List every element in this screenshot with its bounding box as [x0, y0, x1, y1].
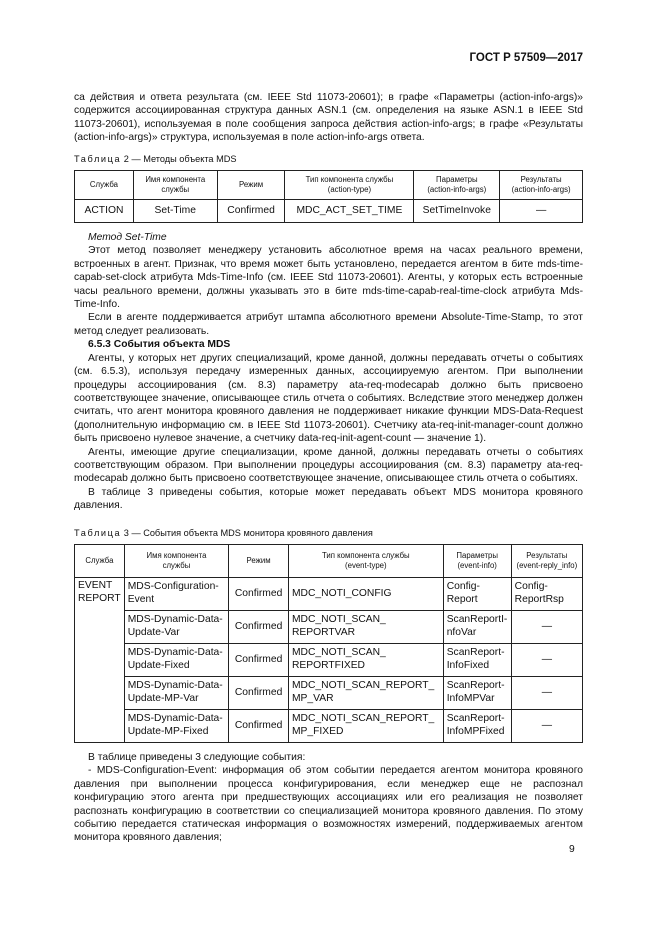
table3-header-cell: Параметры (event-info) [443, 544, 511, 577]
table3-cell: ScanReport- InfoMPVar [443, 676, 511, 709]
table3-cell: MDS-Dynamic-Data- Update-MP-Var [124, 676, 228, 709]
table3-cell: MDC_NOTI_SCAN_ REPORTFIXED [288, 643, 443, 676]
closing-paragraph: - MDS-Configuration-Event: информация об этом событии передается агентом монитора кровяного давления при выполнении процесса конфигурирования, если менеджер еще не распознал конфигурацию этого агента при предшествующих ассоциациях или его реализация не позволяет распознать конфигурацию в соответствии со специализацией монитора кровяного давления. По этому событию передается статическая информация о возможностях измерений, поддерживаемых агентом монитора кровяного давления; [74, 765, 583, 844]
section-heading: 6.5.3 События объекта MDS [88, 339, 231, 351]
table3-cell: MDS-Dynamic-Data- Update-MP-Fixed [124, 709, 228, 742]
table-row [75, 643, 583, 676]
table2-cell: ACTION [75, 200, 134, 223]
table3-cell: MDC_NOTI_SCAN_REPORT_ MP_FIXED [288, 709, 443, 742]
table2-caption [74, 153, 583, 166]
table2-header-cell: Результаты (action-info-args) [500, 171, 583, 200]
table2-header-cell: Тип компонента службы (action-type) [285, 171, 414, 200]
table3-cell: MDS-Dynamic-Data- Update-Fixed [124, 643, 228, 676]
set-time-paragraph: Если в агенте поддерживается атрибут штампа абсолютного времени Absolute-Time-Stamp, то этот метод следует реализовать. [74, 312, 583, 337]
table3-cell: — [511, 643, 582, 676]
table3-header-cell: Тип компонента службы (event-type) [288, 544, 443, 577]
table3-cell: Config- Report [443, 577, 511, 610]
table3-header-cell: Имя компонента службы [124, 544, 228, 577]
table3-cell: Confirmed [229, 709, 289, 742]
table-row [75, 200, 583, 223]
table2-cell: Set-Time [133, 200, 217, 223]
page-number: 9 [569, 844, 575, 855]
table3-cell: MDC_NOTI_CONFIG [288, 577, 443, 610]
table3-header-row [75, 544, 583, 577]
table-row [75, 676, 583, 709]
table3-cell: MDC_NOTI_SCAN_ REPORTVAR [288, 610, 443, 643]
table3-cell: — [511, 610, 582, 643]
table2-mds-methods [74, 170, 583, 223]
table-row [75, 577, 583, 610]
table3-cell: Confirmed [229, 577, 289, 610]
table-row [75, 709, 583, 742]
section-paragraph: В таблице 3 приведены события, которые может передавать объект MDS монитора кровяного давления. [74, 486, 583, 512]
table3-cell: ScanReport- InfoFixed [443, 643, 511, 676]
table2-caption-title: 2 — Методы объекта MDS [121, 153, 237, 164]
table2-cell: — [500, 200, 583, 223]
table2-header-cell: Служба [75, 171, 134, 200]
table2-caption-label: Таблица [74, 153, 122, 164]
table2-header-cell: Имя компонента службы [133, 171, 217, 200]
table3-cell: ScanReport- InfoMPFixed [443, 709, 511, 742]
standard-header: ГОСТ Р 57509—2017 [469, 52, 583, 64]
set-time-paragraph: Этот метод позволяет менеджеру установить абсолютное время на часах реального времени, встроенных в агент. Признак, что время может быть установлено, передается агентом в бите mds-time-capab-set-clock атрибута Mds-Time-Info (см. IEEE Std 11073-20601). Агенты, у которых есть встроенные часы реального времени, должны указывать это в бите mds-time-capab-real-time-clock атрибута Mds-Time-Info. [74, 245, 583, 311]
table-row [75, 610, 583, 643]
table3-cell: Confirmed [229, 610, 289, 643]
table3-cell: — [511, 676, 582, 709]
table2-header-cell: Режим [217, 171, 285, 200]
intro-paragraph: са действия и ответа результата (см. IEEE Std 11073-20601); в графе «Параметры (action-info-args)» содержится ассоциированная структура данных ASN.1 (см. определения на языке ASN.1 в IEEE Std 11073-20601), используемая в поле сообщения запроса действия action-info-args; в графе «Результаты (action-info-args)» структура, используемая в поле action-info-args ответа. [74, 92, 583, 144]
section-paragraph: Агенты, имеющие другие специализации, кроме данной, должны передавать отчеты о событиях соответствующим образом. При выполнении процедуры ассоциирования (см. 8.3) параметру ata-req-modecapab должно быть присвоено соответствующее значение, описывающее стиль отчета о событиях. [74, 446, 583, 485]
table3-header-cell: Служба [75, 544, 125, 577]
table2-cell: MDC_ACT_SET_TIME [285, 200, 414, 223]
set-time-heading: Метод Set-Time [88, 232, 167, 244]
table3-cell: MDS-Configuration- Event [124, 577, 228, 610]
table2-cell: Confirmed [217, 200, 285, 223]
table3-caption-title: 3 — События объекта MDS монитора кровяного давления [121, 527, 373, 538]
table3-caption-label: Таблица [74, 527, 122, 538]
table2-header-cell: Параметры (action-info-args) [414, 171, 500, 200]
table3-cell: Confirmed [229, 676, 289, 709]
table3-header-cell: Результаты (event-reply_info) [511, 544, 582, 577]
page-content [74, 91, 583, 845]
closing-paragraph: В таблице приведены 3 следующие события: [88, 751, 306, 763]
table3-cell: Config- ReportRsp [511, 577, 582, 610]
table3-cell: Confirmed [229, 643, 289, 676]
table2-header-row [75, 171, 583, 200]
table3-cell: MDC_NOTI_SCAN_REPORT_ MP_VAR [288, 676, 443, 709]
table3-service-cell: EVENT REPORT [75, 577, 125, 742]
table3-cell: MDS-Dynamic-Data- Update-Var [124, 610, 228, 643]
section-paragraph: Агенты, у которых нет других специализаций, кроме данной, должны передавать отчеты о событиях (см. 6.5.3), используя передачу измеренных данных, ассоциируемую агентом. При выполнении процедуры ассоциирования (см. 8.3) параметру ata-req-modecapab должно быть присвоено соответствующее значение, описывающее стиль отчета о событиях. Вследствие этого менеджер должен считать, что агент монитора кровяного давления не поддерживает никакие функции MDS-Data-Request (дополнительную информацию см. в IEEE Std 11073-20601). Счетчику ata-req-init-manager-count должно быть присвоено нулевое значение, а счетчику data-req-init-agent-count — значение 1). [74, 352, 583, 445]
table3-mds-events [74, 544, 583, 743]
table3-cell: ScanReportI- nfoVar [443, 610, 511, 643]
table3-cell: — [511, 709, 582, 742]
table3-caption [74, 527, 583, 540]
table2-cell: SetTimeInvoke [414, 200, 500, 223]
table3-header-cell: Режим [229, 544, 289, 577]
